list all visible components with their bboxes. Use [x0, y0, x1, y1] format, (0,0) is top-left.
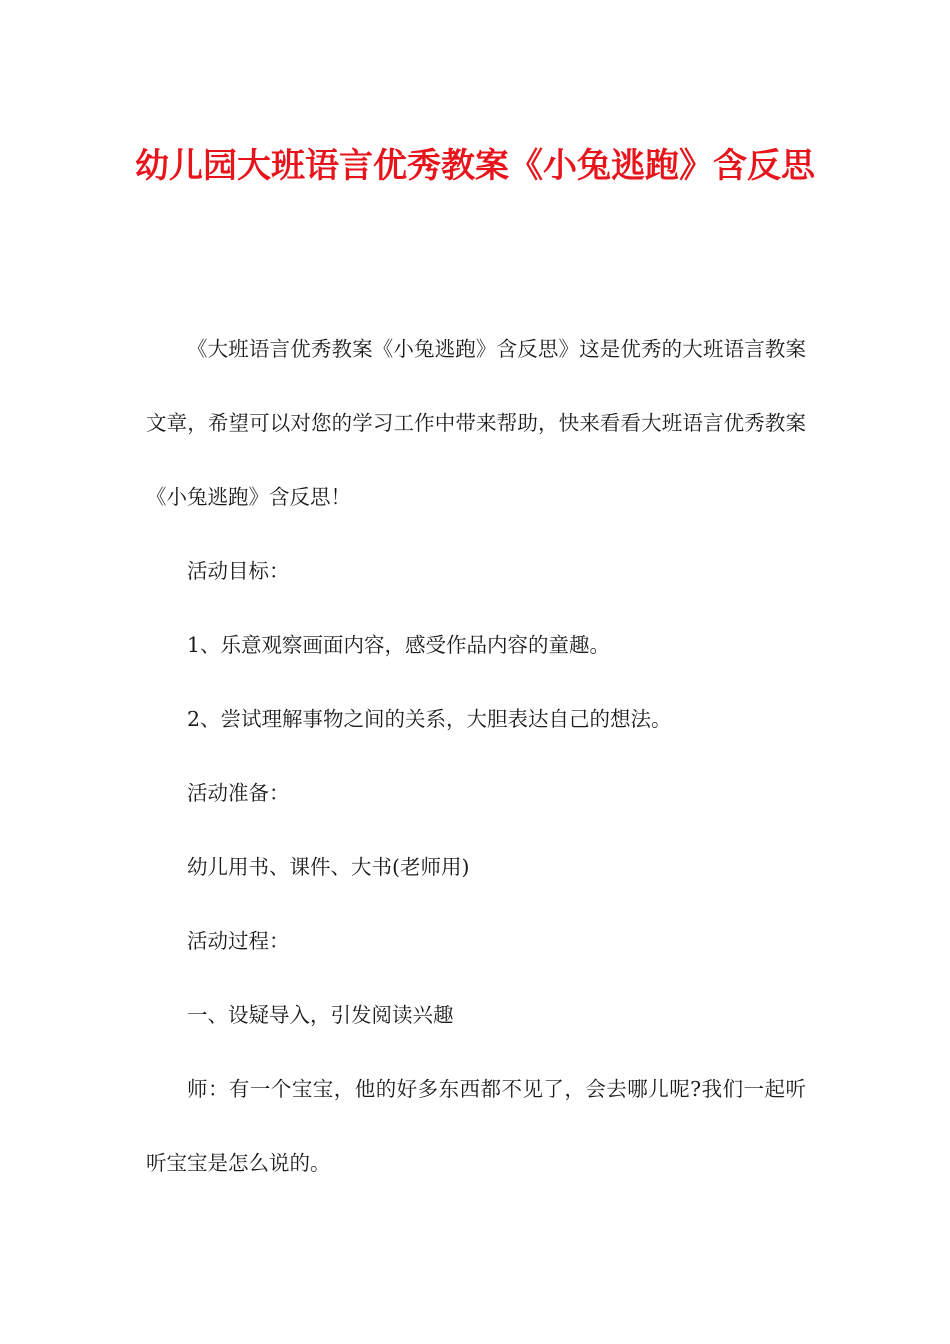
document-title: 幼儿园大班语言优秀教案《小兔逃跑》含反思 — [135, 146, 815, 186]
paragraph-goal-2: 2、尝试理解事物之间的关系，大胆表达自己的想法。 — [187, 707, 672, 731]
document-body — [146, 312, 806, 1200]
paragraph-preparation: 幼儿用书、课件、大书(老师用) — [187, 855, 470, 879]
paragraph-preparation-heading: 活动准备： — [187, 781, 290, 805]
paragraph-goals-heading: 活动目标： — [187, 559, 290, 583]
paragraph-intro: 《大班语言优秀教案《小兔逃跑》含反思》这是优秀的大班语言教案文章，希望可以对您的学习工作中带来帮助，快来看看大班语言优秀教案《小兔逃跑》含反思！ — [146, 337, 806, 509]
paragraph-process-heading: 活动过程： — [187, 929, 290, 953]
paragraph-step-1: 一、设疑导入，引发阅读兴趣 — [187, 1003, 454, 1027]
paragraph-goal-1: 1、乐意观察画面内容，感受作品内容的童趣。 — [187, 633, 611, 657]
paragraph-teacher: 师：有一个宝宝，他的好多东西都不见了，会去哪儿呢?我们一起听听宝宝是怎么说的。 — [146, 1077, 806, 1175]
